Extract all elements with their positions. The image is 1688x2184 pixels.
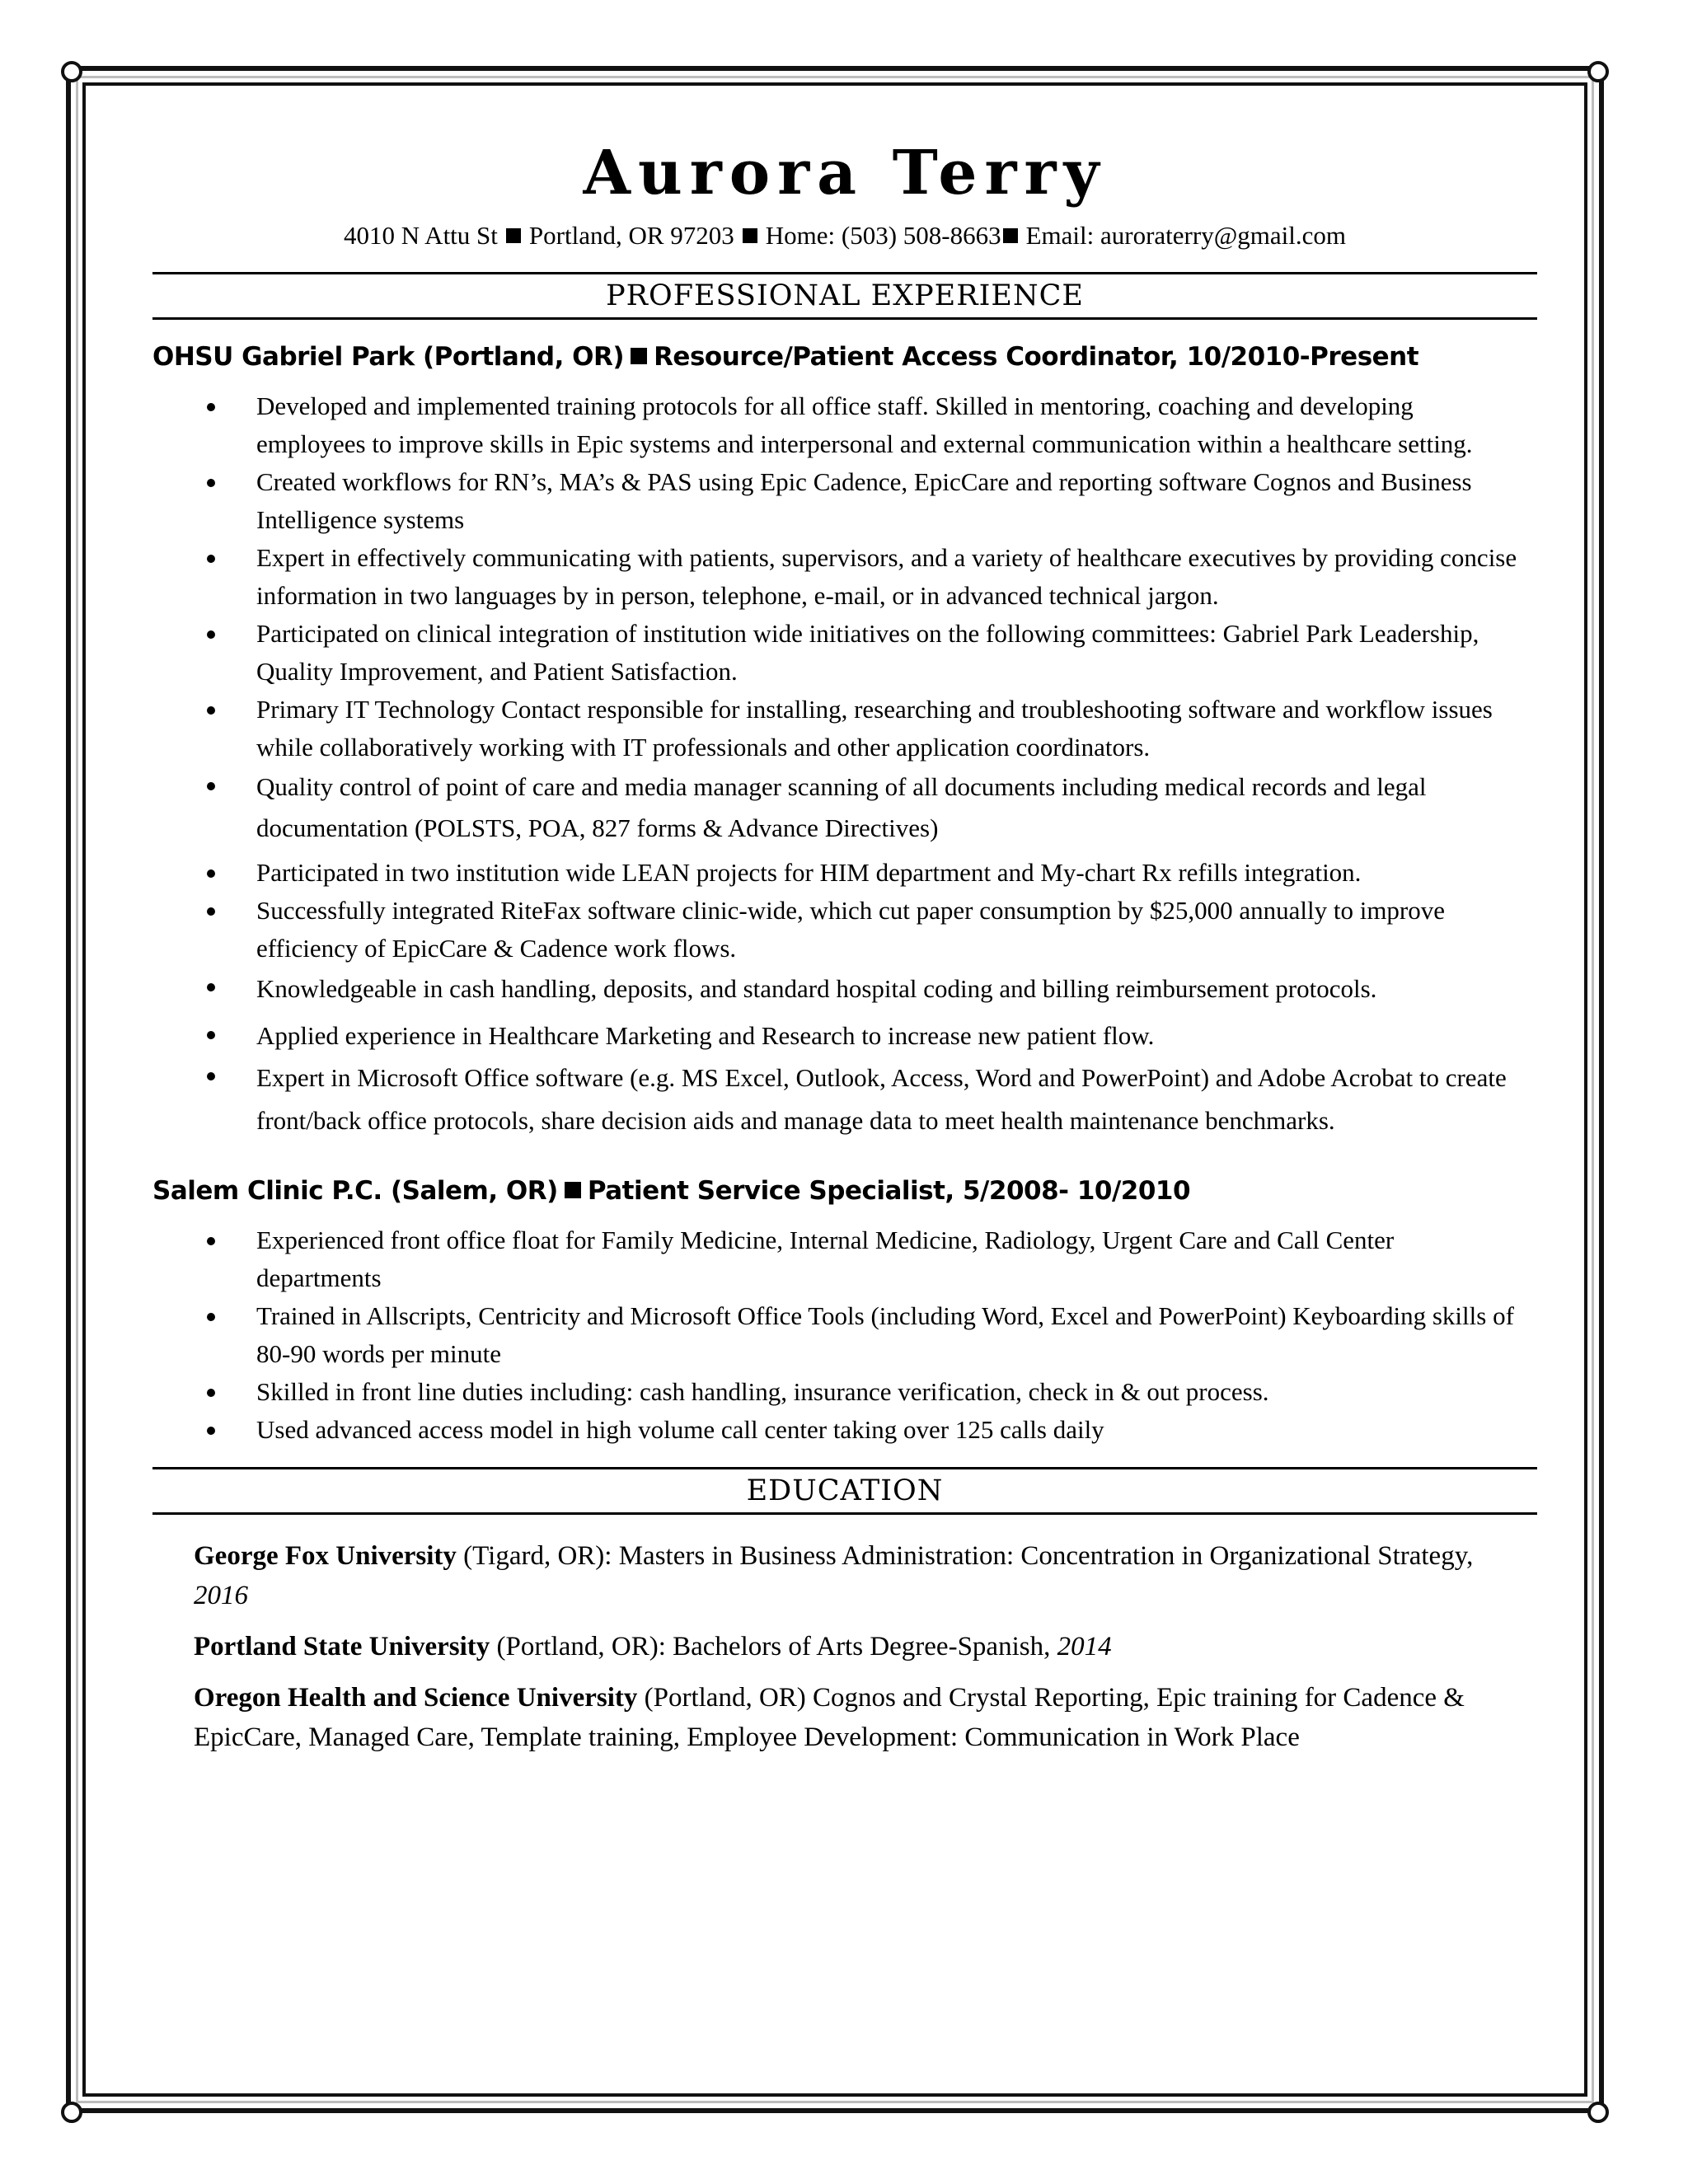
education-entry [194,1627,1537,1666]
employer: OHSU Gabriel Park (Portland, OR) [152,342,625,372]
education-entry [194,1678,1537,1757]
list-item: Participated in two institution wide LEAN projects for HIM department and My-chart Rx refills integration. [256,854,1537,892]
education-heading: EDUCATION [152,1467,1537,1515]
corner-ornament-icon [61,2102,82,2123]
list-item: Trained in Allscripts, Centricity and Microsoft Office Tools (including Word, Excel and PowerPoint) Keyboarding skills of 80-90 words per minute [256,1297,1537,1373]
list-item: Skilled in front line duties including: cash handling, insurance verification, check in & out process. [256,1373,1537,1411]
employer: Salem Clinic P.C. (Salem, OR) [152,1176,558,1206]
list-item: Primary IT Technology Contact responsible for installing, researching and troubleshooting software and workflow issues while collaboratively working with IT professionals and other application coordinators. [256,691,1537,766]
corner-ornament-icon [1587,61,1609,82]
home-phone: Home: (503) 508-8663 [765,221,1001,250]
list-item: Knowledgeable in cash handling, deposits, and standard hospital coding and billing reimbursement protocols. [256,968,1537,1010]
list-item: Created workflows for RN’s, MA’s & PAS using Epic Cadence, EpicCare and reporting software Cognos and Business Intelligence systems [256,463,1537,539]
job-heading [152,338,1537,376]
list-item: Quality control of point of care and media manager scanning of all documents including medical records and legal documentation (POLSTS, POA, 827 forms & Advance Directives) [256,766,1537,849]
resume-content [152,132,1537,1757]
education-details: (Portland, OR): Bachelors of Arts Degree-Spanish, [490,1632,1057,1661]
graduation-year: 2014 [1057,1632,1112,1661]
graduation-year: 2016 [194,1581,248,1610]
corner-ornament-icon [1587,2102,1609,2123]
square-bullet-icon [1003,228,1018,243]
education-entry [194,1536,1537,1615]
school-name: George Fox University [194,1541,457,1571]
school-name: Oregon Health and Science University [194,1683,638,1713]
email: Email: auroraterry@gmail.com [1025,221,1346,250]
corner-ornament-icon [61,61,82,82]
city: Portland, OR 97203 [528,221,734,250]
education-details: (Tigard, OR): Masters in Business Administration: Concentration in Organizational Strategy, [456,1541,1474,1571]
list-item: Expert in effectively communicating with patients, supervisors, and a variety of healthcare executives by providing concise information in two languages by in person, telephone, e-mail, or in advanced technical jargon. [256,539,1537,615]
list-item: Experienced front office float for Family Medicine, Internal Medicine, Radiology, Urgent Care and Call Center departments [256,1221,1537,1297]
square-bullet-icon [565,1182,581,1198]
square-bullet-icon [743,228,757,243]
job-bullet-list [152,1221,1537,1449]
address: 4010 N Attu St [344,221,498,250]
list-item: Developed and implemented training protocols for all office staff. Skilled in mentoring, coaching and developing employees to improve skills in Epic systems and interpersonal and external communication within a healthcare setting. [256,387,1537,463]
education-details: (Portland, OR) Cognos and Crystal Reporting, Epic training for Cadence & EpicCare, Managed Care, Template training, Employee Development: Communication in Work Place [194,1683,1465,1752]
job-bullet-list [152,387,1537,1142]
experience-heading: PROFESSIONAL EXPERIENCE [152,272,1537,320]
job-title: Resource/Patient Access Coordinator, 10/2010-Present [654,342,1419,372]
school-name: Portland State University [194,1632,490,1661]
list-item: Successfully integrated RiteFax software clinic-wide, which cut paper consumption by $25,000 annually to improve efficiency of EpicCare & Cadence work flows. [256,892,1537,968]
square-bullet-icon [506,228,521,243]
list-item: Expert in Microsoft Office software (e.g. MS Excel, Outlook, Access, Word and PowerPoint) and Adobe Acrobat to create front/back office protocols, share decision aids and manage data to meet health maintenance benchmarks. [256,1057,1537,1142]
list-item: Used advanced access model in high volume call center taking over 125 calls daily [256,1411,1537,1449]
list-item: Applied experience in Healthcare Marketing and Research to increase new patient flow. [256,1015,1537,1057]
square-bullet-icon [631,348,647,364]
list-item: Participated on clinical integration of institution wide initiatives on the following committees: Gabriel Park Leadership, Quality Improvement, and Patient Satisfaction. [256,615,1537,691]
job-heading [152,1172,1537,1210]
job-title: Patient Service Specialist, 5/2008- 10/2010 [587,1176,1191,1206]
contact-line [152,218,1537,254]
applicant-name: Aurora Terry [583,138,1107,209]
